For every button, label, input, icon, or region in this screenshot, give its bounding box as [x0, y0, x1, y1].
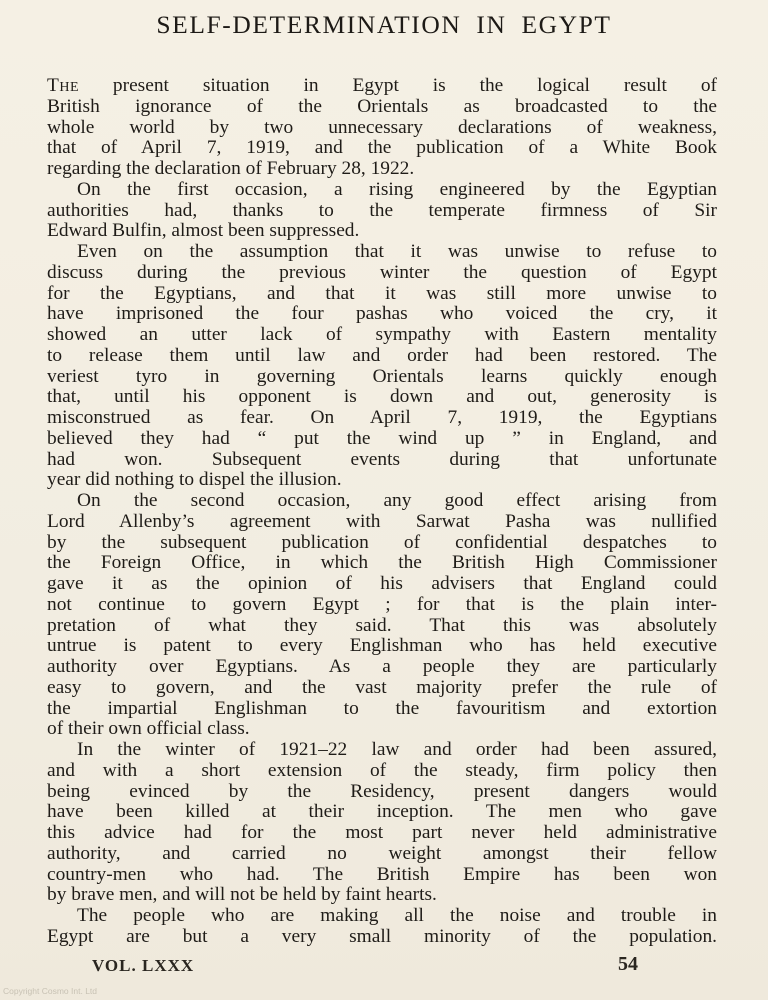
text-line: showed an utter lack of sympathy with Eastern mentality [47, 324, 717, 345]
text-line: of their own official class. [47, 718, 250, 740]
text-line: being evinced by the Residency, present dangers would [47, 780, 717, 802]
text-line: On the first occasion, a rising engineered by the Egyptian [77, 178, 717, 200]
text-line: have been killed at their inception. The men who gave [47, 801, 717, 823]
text-line: the Foreign Office, in which the British High Commissioner [47, 552, 717, 574]
copyright-watermark: Copyright Cosmo Int. Ltd [3, 986, 98, 996]
article-title: SELF-DETERMINATION IN EGYPT [156, 10, 612, 39]
text-line: that, until his opponent is down and out, generosity is [47, 386, 717, 408]
text-line: believed they had “ put the wind up ” in England, and [47, 427, 717, 449]
text-line: British ignorance of the Orientals as broadcasted to the [47, 95, 717, 117]
text-line: had won. Subsequent events during that unfortunate [47, 448, 717, 470]
text-line: untrue is patent to every Englishman who has held executive [47, 635, 717, 657]
text-line: this advice had for the most part never held administrative [47, 822, 717, 843]
article-body [47, 76, 717, 948]
text-line: The people who are making all the noise and trouble in [77, 905, 717, 926]
text-line: veriest tyro in governing Orientals learns quickly enough [47, 365, 717, 387]
lead-word: The [47, 75, 80, 96]
text-line: by the subsequent publication of confidential despatches to [47, 531, 717, 553]
page-number: 54 [618, 953, 638, 975]
text-line: Even on the assumption that it was unwise to refuse to [77, 241, 717, 262]
volume-label: VOL. LXXX [92, 956, 195, 975]
text-line: have imprisoned the four pashas who voiced the cry, it [47, 303, 717, 325]
text-line: year did nothing to dispel the illusion. [47, 469, 342, 491]
text-line: Egypt are but a very small minority of the population. [47, 925, 717, 947]
text-line: easy to govern, and the vast majority prefer the rule of [47, 676, 717, 698]
text-line: misconstrued as fear. On April 7, 1919, the Egyptians [47, 407, 717, 428]
text-line: Edward Bulfin, almost been suppressed. [47, 220, 360, 242]
text-line: that of April 7, 1919, and the publication of a White Book [47, 137, 717, 159]
text-line: authority, and carried no weight amongst their fellow [47, 842, 717, 864]
text-line: Lord Allenby’s agreement with Sarwat Pasha was nullified [47, 510, 717, 532]
text-line: for the Egyptians, and that it was still more unwise to [47, 282, 717, 304]
text-line: On the second occasion, any good effect arising from [77, 490, 717, 511]
text-line: country-men who had. The British Empire has been won [47, 863, 717, 885]
text-line: authority over Egyptians. As a people they are particularly [47, 656, 717, 677]
text-line: regarding the declaration of February 28, 1922. [47, 158, 415, 179]
text-line: discuss during the previous winter the question of Egypt [47, 261, 717, 283]
text-line: to release them until law and order had been restored. The [47, 344, 717, 366]
text-line: and with a short extension of the steady, firm policy then [47, 759, 717, 781]
text-line: The present situation in Egypt is the logical result of [47, 75, 717, 96]
text-line: gave it as the opinion of his advisers that England could [47, 573, 717, 594]
text-line: In the winter of 1921–22 law and order had been assured, [77, 739, 717, 760]
text-line: by brave men, and will not be held by faint hearts. [47, 884, 437, 906]
text-line: not continue to govern Egypt ; for that is the plain inter- [47, 593, 717, 615]
text-line: the impartial Englishman to the favouritism and extortion [47, 697, 717, 719]
text-line: whole world by two unnecessary declarations of weakness, [47, 116, 717, 138]
text-line: authorities had, thanks to the temperate firmness of Sir [47, 199, 717, 221]
text-line: pretation of what they said. That this was absolutely [47, 614, 717, 636]
